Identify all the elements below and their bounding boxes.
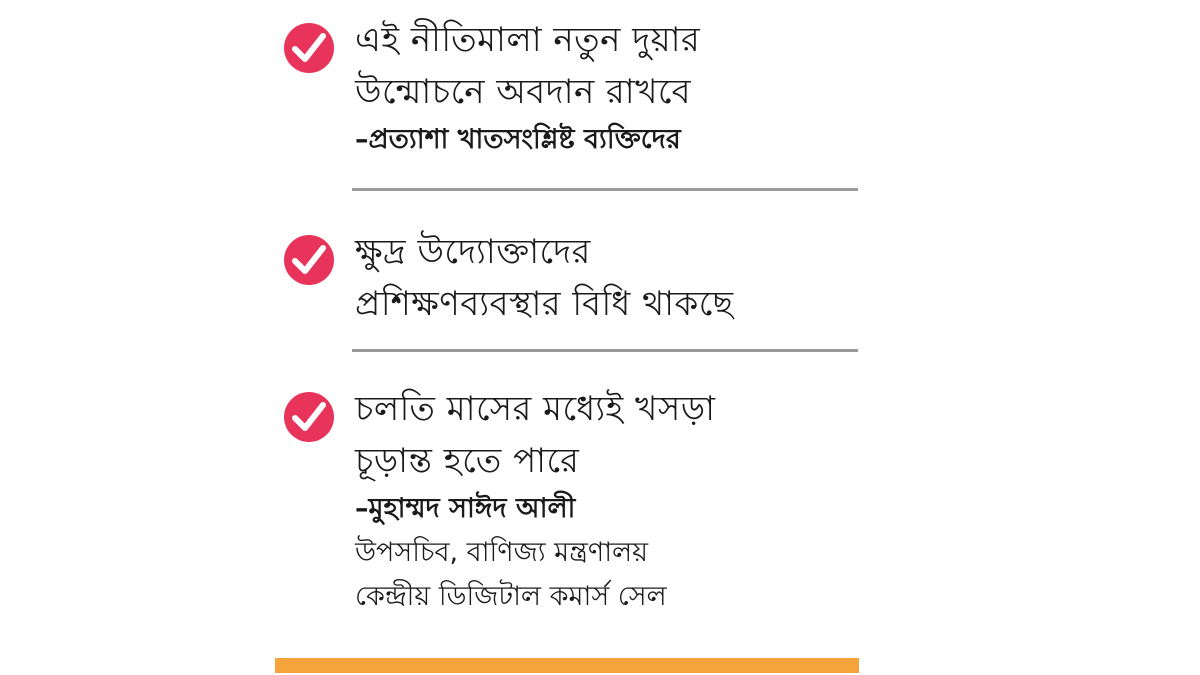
headline-line: উন্মোচনে অবদান রাখবে [355, 72, 692, 112]
section-divider [352, 188, 858, 191]
headline-line: ক্ষুদ্র উদ্যোক্তাদের [355, 232, 591, 272]
bottom-accent-bar [275, 658, 859, 673]
bullet-text-2 [355, 226, 875, 330]
bullet-item-2 [283, 226, 863, 336]
attribution-detail: কেন্দ্রীয় ডিজিটাল কমার্স সেল [355, 581, 667, 612]
bullet-item-3 [283, 383, 863, 653]
attribution-detail: উপসচিব, বাণিজ্য মন্ত্রণালয় [355, 537, 649, 568]
bullet-text-3 [355, 383, 875, 619]
attribution: –প্রত্যাশা খাতসংশ্লিষ্ট ব্যক্তিদের [355, 124, 681, 155]
attribution: –মুহাম্মদ সাঈদ আলী [355, 493, 576, 524]
headline-line: এই নীতিমালা নতুন দুয়ার [355, 20, 701, 60]
checkmark-circle-icon [283, 22, 335, 74]
bullet-item-1 [283, 14, 863, 174]
checkmark-circle-icon [283, 391, 335, 443]
headline-line: চূড়ান্ত হতে পারে [355, 441, 580, 481]
headline-line: চলতি মাসের মধ্যেই খসড়া [355, 389, 716, 429]
bullet-text-1 [355, 14, 875, 162]
section-divider [352, 349, 858, 352]
headline-line: প্রশিক্ষণব্যবস্থার বিধি থাকছে [355, 284, 734, 324]
checkmark-circle-icon [283, 234, 335, 286]
